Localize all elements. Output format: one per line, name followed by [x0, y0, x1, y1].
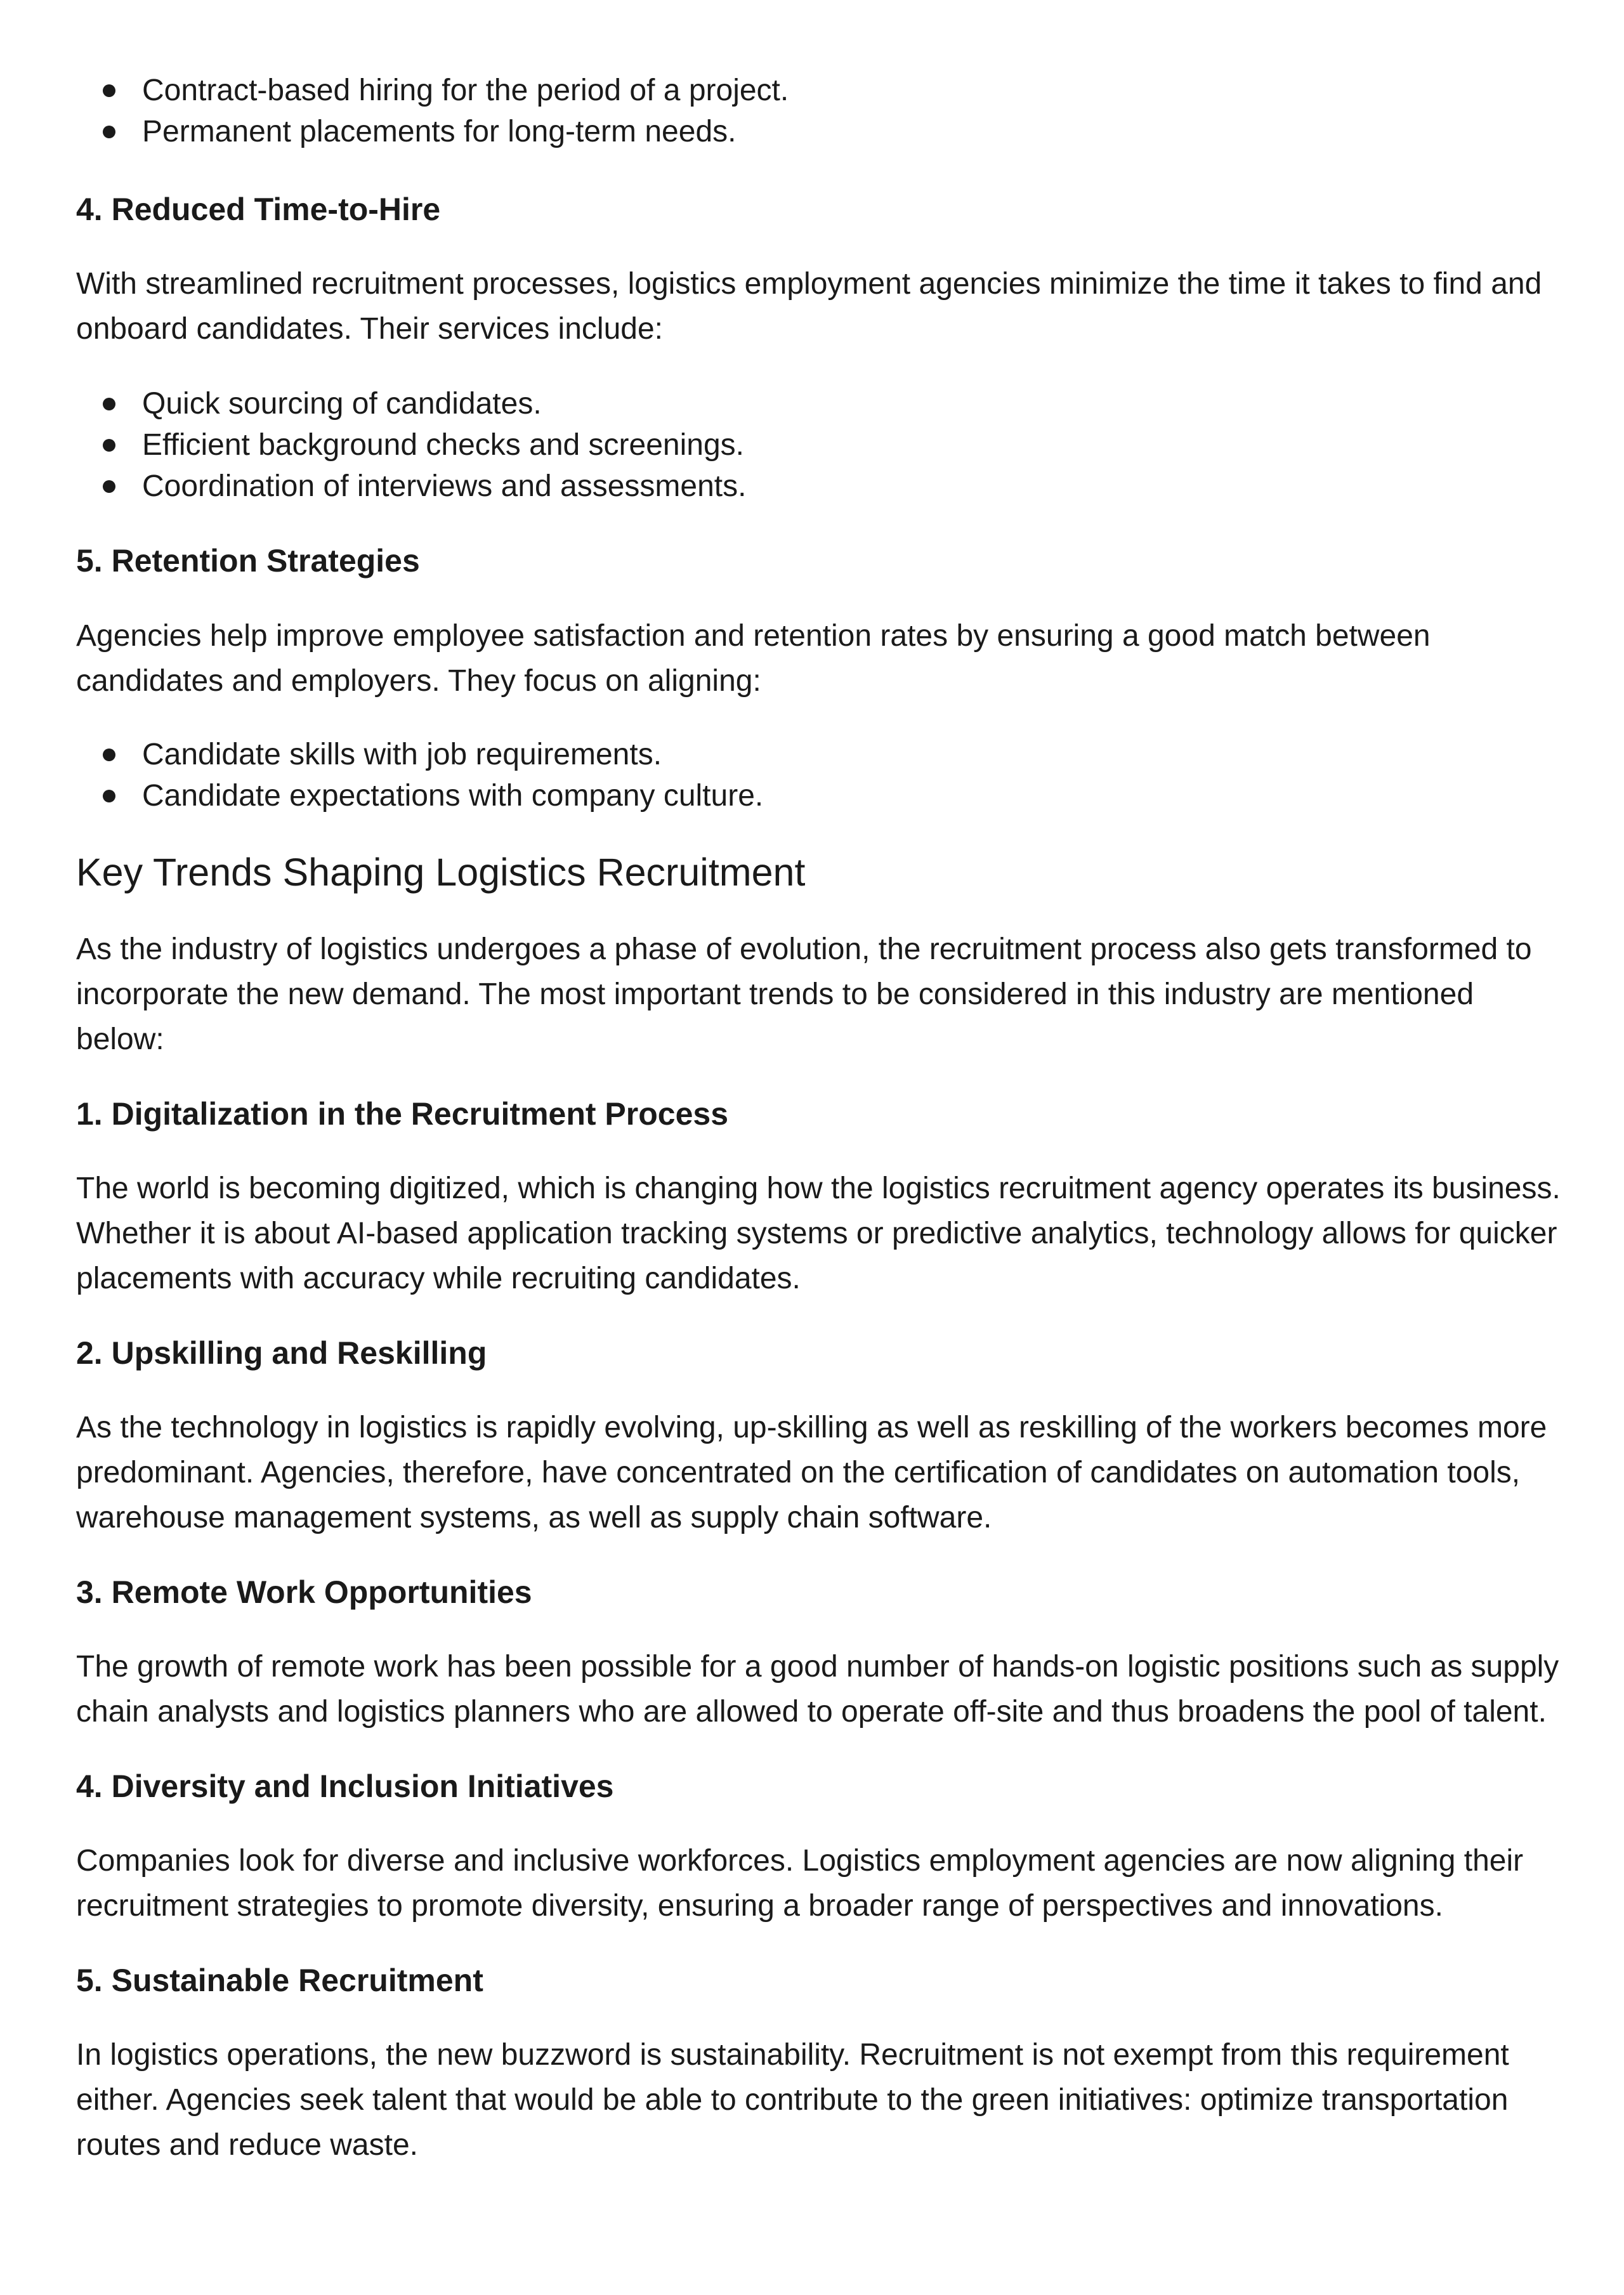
reduced-time-paragraph: With streamlined recruitment processes, logistics employment agencies minimize the time it takes to find and onboard candidates. Their services include:: [76, 267, 1542, 346]
list-item: Coordination of interviews and assessments.: [76, 466, 1567, 507]
trends-intro-paragraph: As the industry of logistics undergoes a phase of evolution, the recruitment process also gets transformed to incorporate the new demand. The most important trends to be considered in this industry are mentioned below:: [76, 932, 1532, 1056]
list-item: Candidate skills with job requirements.: [76, 734, 1567, 775]
list-item: Contract-based hiring for the period of a project.: [76, 70, 1567, 111]
list-item: Efficient background checks and screenings.: [76, 424, 1567, 466]
reduced-time-bullet-list: [76, 383, 1567, 507]
trend-paragraph-upskilling: As the technology in logistics is rapidly evolving, up-skilling as well as reskilling of the workers becomes more predominant. Agencies, therefore, have concentrated on the certification of candidates on automation tools, warehouse management systems, as well as supply chain software.: [76, 1411, 1547, 1534]
document-page: [76, 70, 1567, 2168]
trends-section-heading: Key Trends Shaping Logistics Recruitment: [76, 851, 806, 894]
intro-bullet-list: [76, 70, 1567, 152]
retention-bullet-list: [76, 734, 1567, 816]
list-item: Permanent placements for long-term needs.: [76, 111, 1567, 152]
retention-heading: 5. Retention Strategies: [76, 543, 420, 579]
reduced-time-heading: 4. Reduced Time-to-Hire: [76, 192, 441, 227]
trend-heading-sustainable: 5. Sustainable Recruitment: [76, 1963, 483, 1998]
trend-paragraph-digitalization: The world is becoming digitized, which is changing how the logistics recruitment agency operates its business. Whether it is about AI-based application tracking systems or predictive analytics, technology allows for quicker placements with accuracy while recruiting candidates.: [76, 1172, 1561, 1295]
trend-heading-diversity: 4. Diversity and Inclusion Initiatives: [76, 1769, 614, 1804]
trend-paragraph-sustainable: In logistics operations, the new buzzword is sustainability. Recruitment is not exempt from this requirement either. Agencies seek talent that would be able to contribute to the green initiatives: optimize transportation routes and reduce waste.: [76, 2038, 1509, 2162]
trend-heading-upskilling: 2. Upskilling and Reskilling: [76, 1335, 487, 1371]
list-item: Quick sourcing of candidates.: [76, 383, 1567, 424]
retention-paragraph: Agencies help improve employee satisfaction and retention rates by ensuring a good match between candidates and employers. They focus on aligning:: [76, 619, 1431, 698]
trend-paragraph-diversity: Companies look for diverse and inclusive workforces. Logistics employment agencies are now aligning their recruitment strategies to promote diversity, ensuring a broader range of perspectives and innovations.: [76, 1844, 1524, 1923]
trend-paragraph-remote-work: The growth of remote work has been possible for a good number of hands-on logistic positions such as supply chain analysts and logistics planners who are allowed to operate off-site and thus broadens the pool of talent.: [76, 1650, 1559, 1729]
trend-heading-remote-work: 3. Remote Work Opportunities: [76, 1574, 532, 1610]
list-item: Candidate expectations with company culture.: [76, 775, 1567, 816]
trend-heading-digitalization: 1. Digitalization in the Recruitment Process: [76, 1096, 729, 1132]
